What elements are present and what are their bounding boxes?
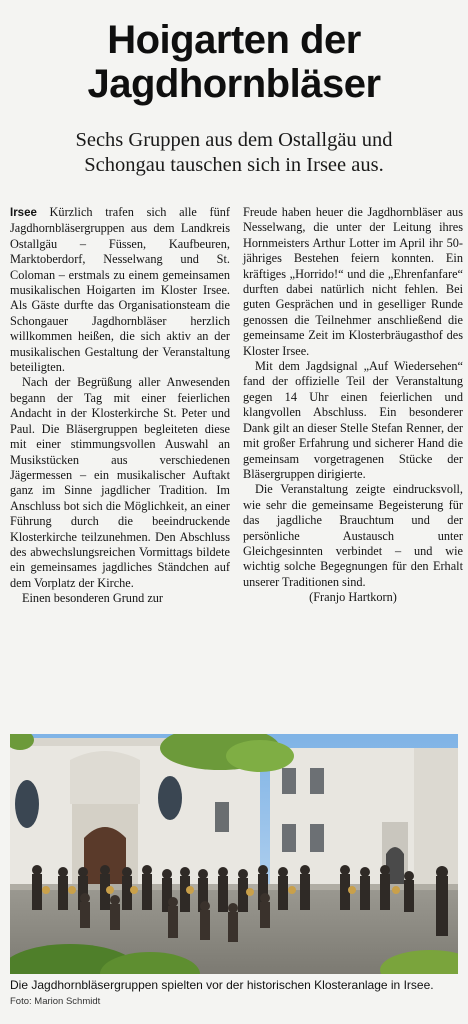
dateline: Irsee (10, 207, 37, 219)
subheadline (0, 128, 468, 178)
paragraph-2: Nach der Begrüßung aller Anwesenden begann der Tag mit einer feierlichen Andacht in der Klosterkirche St. Peter und Paul. Die Bläsergruppen begleiteten diese mit einer stimmungsvollen Auswahl an Musikstücken aus verschiedenen Jägermessen – ein musikalischer Auftakt ganz im Sinne jagdlicher Tradition. Im Anschluss bot sich die Möglichkeit, an einer Führung durch die beeindruckende Klosterkirche teilzunehmen. Den Abschluss des abwechslungsreichen Vormittags bildete ein gemeinsames jagdliches Ständchen auf dem Vorplatz der Kirche. (10, 375, 230, 590)
headline (0, 18, 468, 106)
headline-line-2: Jagdhornbläser (87, 62, 381, 106)
column-left (10, 205, 230, 607)
article-body (10, 205, 463, 725)
paragraph-3-continued: Freude haben heuer die Jagdhornbläser aus Nesselwang, die unter der Leitung ihres Hornmeisters Arthur Lotter im April ihr 50-jähriges Bestehen feiern konnten. Ein kräftiges „Horrido!“ und die „Ehrenfanfare“ durften dabei natürlich nicht fehlen. Bei guten Gesprächen und in geselliger Runde genossen die Teilnehmer anschließend die gemeinsame Zeit im Klosterbräugasthof des Kloster Irsee. (243, 205, 463, 358)
paragraph-5: Die Veranstaltung zeigte eindrucksvoll, wie sehr die gemeinsame Begeisterung für das jagdliche Brauchtum und der persönliche Austausch unter Gleichgesinnten verbindet – und wie wichtig solche Begegnungen für den Erhalt unserer Traditionen sind. (243, 482, 463, 589)
photo-caption (10, 978, 460, 1009)
monastery-courtyard-photo (10, 734, 458, 974)
paragraph-1-text: Kürzlich trafen sich alle fünf Jagdhornbläsergruppen aus dem Landkreis Ostallgäu – Füssen, Kaufbeuren, Marktoberdorf, Nesselwang und St. Coloman – erstmals zu einem gemeinsamen musikalischen Hoigarten im Kloster Irsee. Als Gäste durfte das Organisationsteam die Schongauer Jagdhornbläser herzlich willkommen heißen, die sich aktiv an der musikalischen Gestaltung der Veranstaltung beteiligten. (10, 205, 230, 375)
headline-line-1: Hoigarten der (107, 18, 361, 62)
paragraph-3: Einen besonderen Grund zur (22, 591, 164, 606)
column-right (243, 205, 463, 606)
photo-credit: Foto: Marion Schmidt (10, 996, 101, 1007)
subheadline-line-1: Sechs Gruppen aus dem Ostallgäu und (75, 129, 393, 151)
subheadline-line-2: Schongau tauschen sich in Irsee aus. (84, 154, 384, 176)
paragraph-1 (10, 205, 230, 375)
article-photo (10, 734, 458, 974)
author-byline: (Franjo Hartkorn) (309, 590, 397, 605)
caption-text: Die Jagdhornbläsergruppen spielten vor der historischen Klosteranlage in Irsee. (10, 978, 434, 992)
paragraph-4: Mit dem Jagdsignal „Auf Wiedersehen“ fand der offizielle Teil der Veranstaltung gegen 14 Uhr einen feierlichen und klangvollen Abschluss. Ein besonderer Dank gilt an dieser Stelle Stefan Renner, der mit großer Erfahrung und sicherer Hand die gemeinsam vorgetragenen Stücke der Bläsergruppen dirigierte. (243, 359, 463, 481)
